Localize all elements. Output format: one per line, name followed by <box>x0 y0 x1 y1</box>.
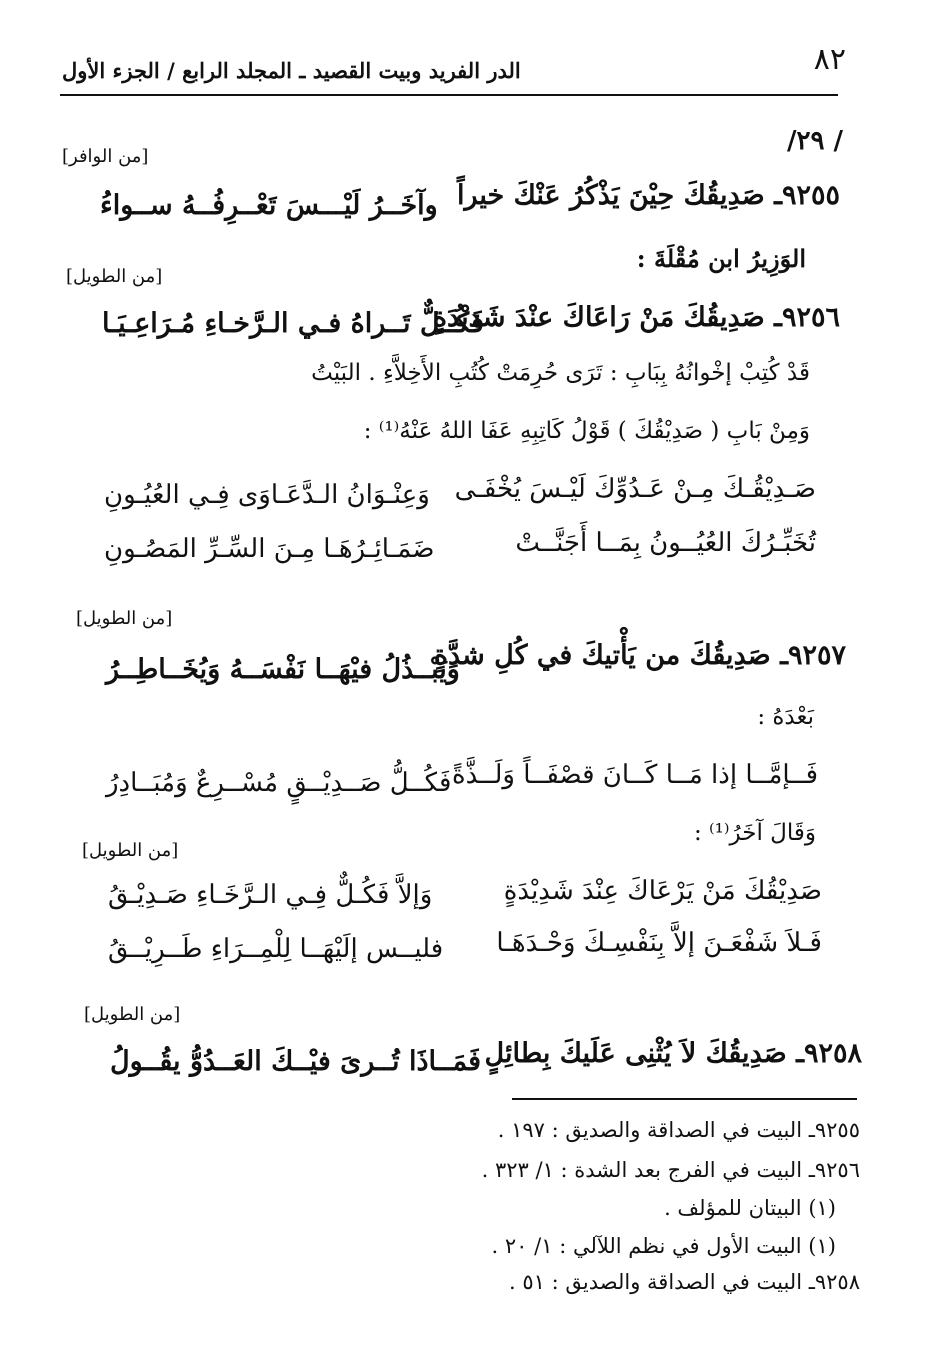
section-number: / ٢٩/ <box>787 126 843 156</box>
running-title: الدر الفريد وبيت القصيد ـ المجلد الرابع / الجزء الأول <box>62 58 521 83</box>
poem2-right: فَــإمَّــا إذا مَــا كَــانَ قصْفَــاً وَلَــذَّةً <box>452 760 818 790</box>
footnote-9255: ٩٢٥٥ـ البيت في الصداقة والصديق : ١٩٧ . <box>497 1118 860 1142</box>
footnote-9258: ٩٢٥٨ـ البيت في الصداقة والصديق : ٥١ . <box>509 1270 860 1294</box>
footnote-9256: ٩٢٥٦ـ البيت في الفرج بعد الشدة : ١/ ٣٢٣ . <box>481 1158 860 1182</box>
verse-9257-first-hemistich: ٩٢٥٧ـ صَدِيقُكَ من يَأْتيكَ في كُلِ شدَّةٍ <box>433 640 846 671</box>
page-number: ٨٢ <box>813 42 846 77</box>
poem3-line2-right: فَـلاَ شَفْعَـنَ إلاَّ بِنَفْسِـكَ وَحْـدَهَـا <box>496 928 822 958</box>
footnote-note-2: (١) البيت الأول في نظم اللآلي : ١/ ٢٠ . <box>491 1234 836 1258</box>
header-rule <box>60 94 838 96</box>
after-label: بَعْدَهُ : <box>757 704 814 730</box>
verse-9256-first-hemistich: ٩٢٥٦ـ صَدِيقُكَ مَنْ رَاعَاكَ عنْدَ شَدِيْدَةٍ <box>432 302 840 333</box>
poem1-line1-left: وَعِنْـوَانُ الـدَّعَـاوَى فِـي العُيُـونِ <box>104 480 430 510</box>
verse-9255-first-hemistich: ٩٢٥٥ـ صَدِيقُكَ حِيْنَ يَذْكُرُ عَنْكَ خيراً <box>456 180 840 211</box>
another-poet-label: وَقَالَ آخَرُ⁽¹⁾ : <box>693 820 816 846</box>
footnote-rule <box>512 1098 857 1100</box>
poem1-line2-right: تُخَبِّـرُكَ العُيُــونُ بِمَــا أَجَنَّــتْ <box>515 528 816 558</box>
prose-line-1: قَدْ كُتِبْ إخْوانُهُ بِبَابِ : تَرَى حُرِمَتْ كُتُبِ الأَخِلاَّءِ . البَيْتُ <box>311 360 810 386</box>
verse-9255-second-hemistich: وآخَــرُ لَيْـــسَ تَعْــرِفُــهُ ســواءُ <box>100 190 438 221</box>
verse-9257-second-hemistich: وَيَبْــذُلُ فيْهَــا نَفْسَــهُ وَيُخَــاطِــرُ <box>106 654 460 685</box>
meter-label-poem3: [من الطويل] <box>82 840 179 861</box>
poem1-line2-left: ضَمَـائِـرُهَـا مِـنَ السِّـرِّ المَصُـونِ <box>104 534 435 564</box>
meter-label-9258: [من الطويل] <box>84 1004 181 1025</box>
verse-9258-second-hemistich: فَمَــاذَا تُــرىَ فيْــكَ العَــدُوُّ يقُــولُ <box>110 1046 482 1077</box>
footnote-note-1: (١) البيتان للمؤلف . <box>664 1196 836 1220</box>
verse-9256-second-hemistich: فَكُــلٌّ تَــراهُ فـي الـرَّخـاءِ مُـرَاعِـيَـا <box>102 308 485 339</box>
poet-attribution: الوَزِيرُ ابن مُقْلَةَ : <box>636 244 806 273</box>
meter-label-9256: [من الطويل] <box>66 266 163 287</box>
meter-label-9255: [من الوافر] <box>62 146 149 167</box>
poem2-left: فَكُــلُّ صَــدِيْــقٍ مُسْــرِعٌ وَمُبَــادِرُ <box>106 768 452 798</box>
meter-label-9257: [من الطويل] <box>76 608 173 629</box>
poem3-line2-left: فليــس إلَيْهَــا لِلْمِــرَاءِ طَــرِيْــقُ <box>108 934 444 964</box>
poem3-line1-left: وَإلاَّ فَكُـلٌّ فِـي الـرَّخَـاءِ صَـدِيْـقُ <box>108 880 433 910</box>
poem1-line1-right: صَـدِيْقُـكَ مِـنْ عَـدُوِّكَ لَيْـسَ يُخْفَـى <box>454 474 816 504</box>
verse-9258-first-hemistich: ٩٢٥٨ـ صَدِيقُكَ لاَ يُثْنِى عَلَيكَ بِطائِلٍ <box>484 1038 862 1069</box>
prose-line-2: وَمِنْ بَابِ ( صَدِيْقُكَ ) قَوْلُ كَاتِبِهِ عَفَا اللهُ عَنْهُ⁽¹⁾ : <box>363 418 810 444</box>
poem3-line1-right: صَدِيْقُكَ مَنْ يَرْعَاكَ عِنْدَ شَدِيْدَةٍ <box>503 876 822 906</box>
